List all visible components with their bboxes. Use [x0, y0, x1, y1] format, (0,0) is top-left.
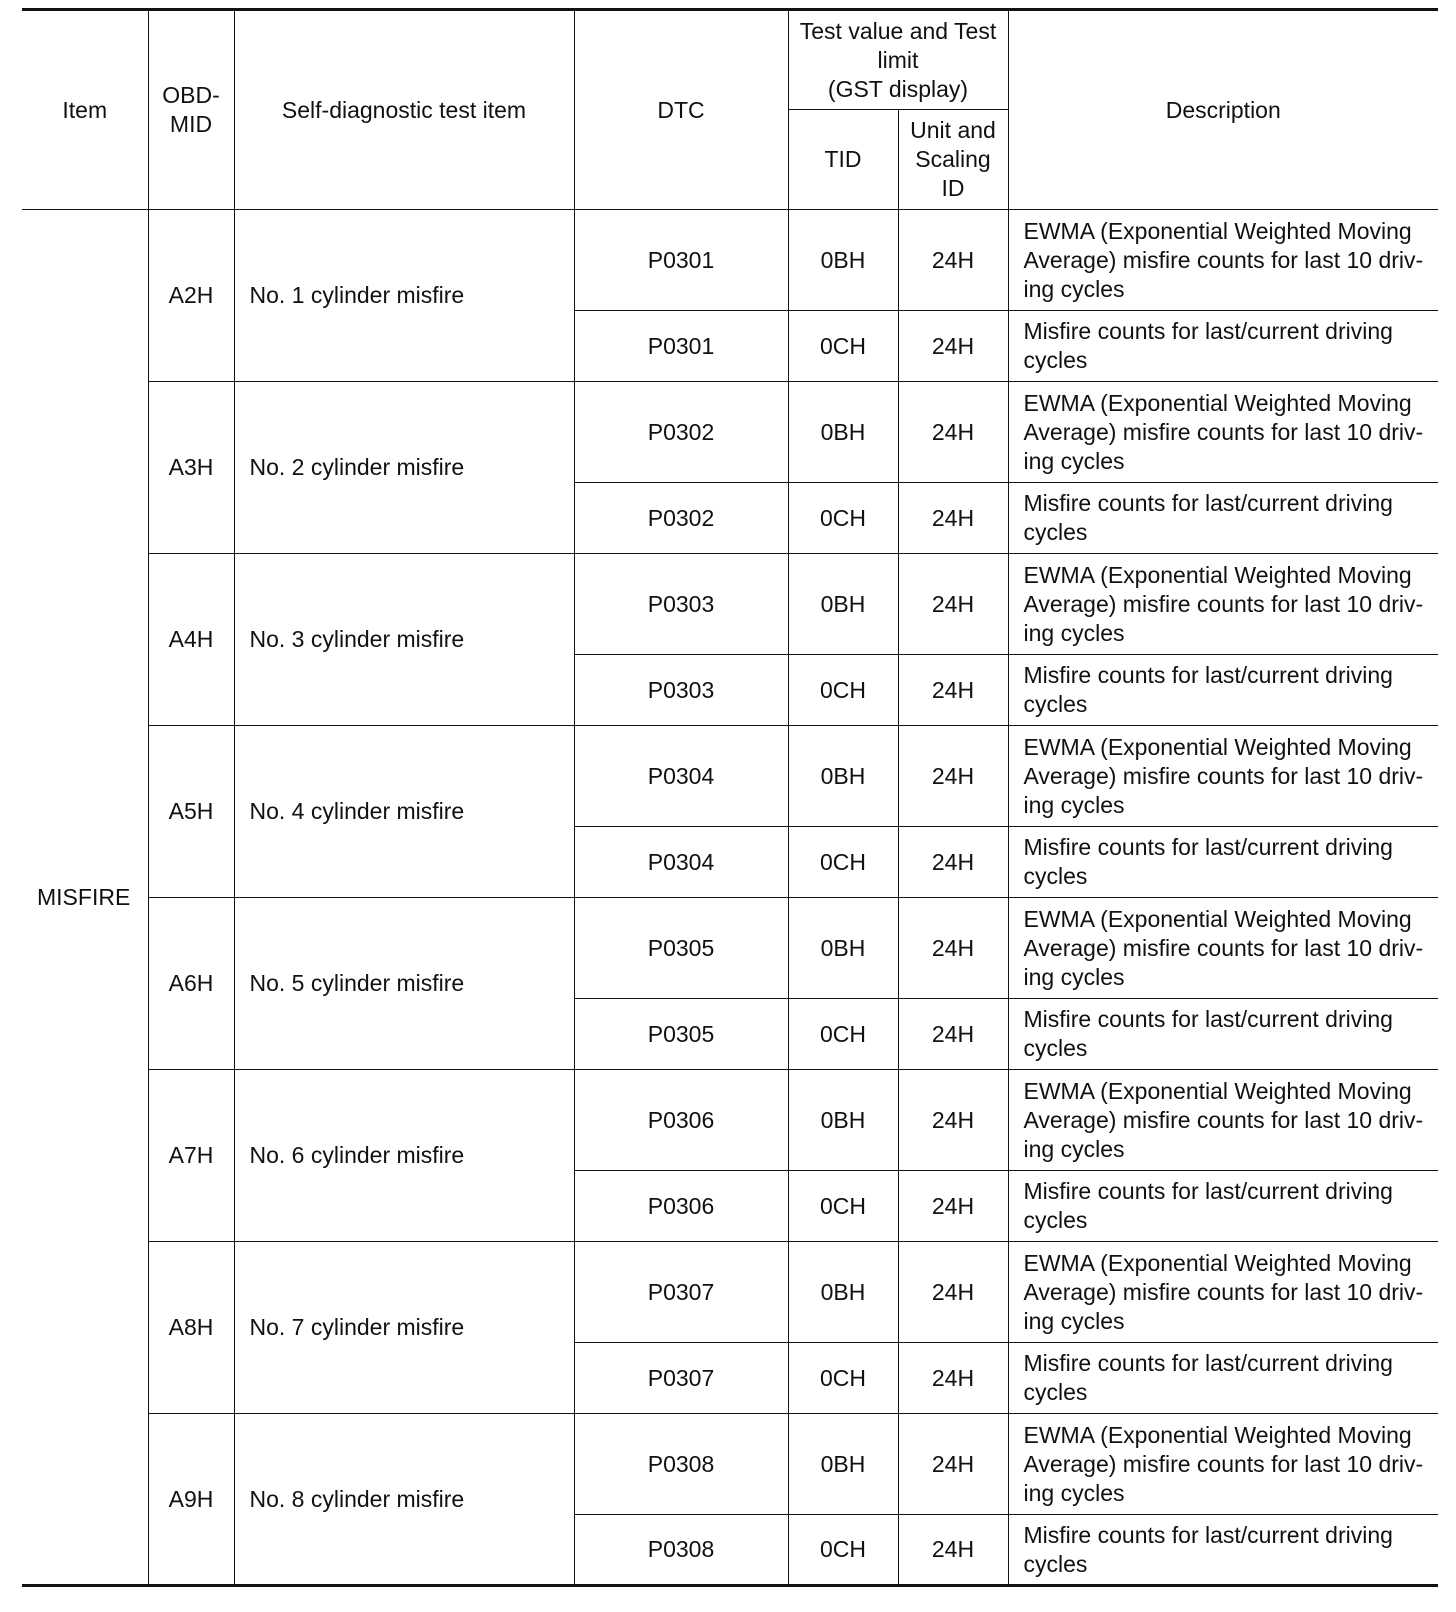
unit-scaling-cell: 24H: [898, 1171, 1008, 1242]
tid-cell: 0BH: [788, 1414, 898, 1515]
header-test-value: Test value and Test limit (GST display): [788, 10, 1008, 110]
obd-mid-cell: A9H: [148, 1414, 234, 1586]
dtc-cell: P0301: [574, 311, 788, 382]
header-tid: TID: [788, 110, 898, 210]
dtc-cell: P0308: [574, 1515, 788, 1586]
table-row: [22, 898, 1438, 999]
unit-scaling-cell: 24H: [898, 311, 1008, 382]
obd-mid-cell: A2H: [148, 210, 234, 382]
unit-scaling-cell: 24H: [898, 726, 1008, 827]
table-row: [22, 1070, 1438, 1171]
dtc-cell: P0307: [574, 1242, 788, 1343]
item-cell: MISFIRE: [22, 210, 148, 1586]
tid-cell: 0CH: [788, 999, 898, 1070]
unit-scaling-cell: 24H: [898, 210, 1008, 311]
dtc-cell: P0302: [574, 483, 788, 554]
tid-cell: 0BH: [788, 554, 898, 655]
table-row: [22, 1414, 1438, 1515]
description-cell: Misfire counts for last/current driving cycles: [1008, 1171, 1438, 1242]
dtc-cell: P0304: [574, 827, 788, 898]
header-self-diagnostic-test-item: Self-diagnostic test item: [234, 10, 574, 210]
tid-cell: 0CH: [788, 311, 898, 382]
test-item-cell: No. 1 cylinder misfire: [234, 210, 574, 382]
unit-scaling-cell: 24H: [898, 999, 1008, 1070]
unit-scaling-cell: 24H: [898, 1070, 1008, 1171]
unit-scaling-cell: 24H: [898, 655, 1008, 726]
dtc-cell: P0304: [574, 726, 788, 827]
dtc-cell: P0303: [574, 554, 788, 655]
tid-cell: 0CH: [788, 483, 898, 554]
unit-scaling-cell: 24H: [898, 1515, 1008, 1586]
description-cell: Misfire counts for last/current driving cycles: [1008, 311, 1438, 382]
tid-cell: 0BH: [788, 210, 898, 311]
description-cell: Misfire counts for last/current driving cycles: [1008, 1515, 1438, 1586]
header-description: Description: [1008, 10, 1438, 210]
obd-mid-cell: A7H: [148, 1070, 234, 1242]
unit-scaling-cell: 24H: [898, 382, 1008, 483]
unit-scaling-cell: 24H: [898, 483, 1008, 554]
header-item: Item: [22, 10, 148, 210]
tid-cell: 0BH: [788, 382, 898, 483]
header-obd-mid: OBD- MID: [148, 10, 234, 210]
test-item-cell: No. 8 cylinder misfire: [234, 1414, 574, 1586]
obd-mid-cell: A8H: [148, 1242, 234, 1414]
table-row: [22, 382, 1438, 483]
description-cell: EWMA (Exponential Weighted Moving Average) misfire counts for last 10 driv-ing cycles: [1008, 210, 1438, 311]
dtc-cell: P0305: [574, 999, 788, 1070]
unit-scaling-cell: 24H: [898, 1414, 1008, 1515]
description-cell: Misfire counts for last/current driving cycles: [1008, 999, 1438, 1070]
description-cell: Misfire counts for last/current driving cycles: [1008, 1343, 1438, 1414]
tid-cell: 0BH: [788, 726, 898, 827]
tid-cell: 0BH: [788, 898, 898, 999]
tid-cell: 0CH: [788, 1515, 898, 1586]
test-item-cell: No. 3 cylinder misfire: [234, 554, 574, 726]
tid-cell: 0CH: [788, 827, 898, 898]
tid-cell: 0CH: [788, 1343, 898, 1414]
test-item-cell: No. 2 cylinder misfire: [234, 382, 574, 554]
unit-scaling-cell: 24H: [898, 1242, 1008, 1343]
table-row: [22, 554, 1438, 655]
dtc-cell: P0303: [574, 655, 788, 726]
description-cell: EWMA (Exponential Weighted Moving Average) misfire counts for last 10 driv-ing cycles: [1008, 382, 1438, 483]
unit-scaling-cell: 24H: [898, 898, 1008, 999]
table-row: [22, 210, 1438, 311]
table-body: [22, 210, 1438, 1586]
table-row: [22, 1242, 1438, 1343]
dtc-cell: P0306: [574, 1070, 788, 1171]
tid-cell: 0BH: [788, 1070, 898, 1171]
misfire-dtc-table: [22, 8, 1438, 1587]
unit-scaling-cell: 24H: [898, 827, 1008, 898]
tid-cell: 0BH: [788, 1242, 898, 1343]
tid-cell: 0CH: [788, 1171, 898, 1242]
description-cell: EWMA (Exponential Weighted Moving Average) misfire counts for last 10 driv-ing cycles: [1008, 1242, 1438, 1343]
description-cell: Misfire counts for last/current driving cycles: [1008, 827, 1438, 898]
description-cell: Misfire counts for last/current driving cycles: [1008, 655, 1438, 726]
header-unit-scaling-id: Unit and Scaling ID: [898, 110, 1008, 210]
test-item-cell: No. 7 cylinder misfire: [234, 1242, 574, 1414]
table-header: [22, 10, 1438, 210]
test-item-cell: No. 5 cylinder misfire: [234, 898, 574, 1070]
description-cell: EWMA (Exponential Weighted Moving Average) misfire counts for last 10 driv-ing cycles: [1008, 898, 1438, 999]
tid-cell: 0CH: [788, 655, 898, 726]
header-dtc: DTC: [574, 10, 788, 210]
test-item-cell: No. 6 cylinder misfire: [234, 1070, 574, 1242]
description-cell: EWMA (Exponential Weighted Moving Average) misfire counts for last 10 driv-ing cycles: [1008, 554, 1438, 655]
unit-scaling-cell: 24H: [898, 1343, 1008, 1414]
table-row: [22, 726, 1438, 827]
obd-mid-cell: A3H: [148, 382, 234, 554]
test-item-cell: No. 4 cylinder misfire: [234, 726, 574, 898]
dtc-cell: P0305: [574, 898, 788, 999]
dtc-cell: P0302: [574, 382, 788, 483]
unit-scaling-cell: 24H: [898, 554, 1008, 655]
description-cell: EWMA (Exponential Weighted Moving Average) misfire counts for last 10 driv-ing cycles: [1008, 1414, 1438, 1515]
obd-mid-cell: A6H: [148, 898, 234, 1070]
obd-mid-cell: A5H: [148, 726, 234, 898]
obd-mid-cell: A4H: [148, 554, 234, 726]
description-cell: Misfire counts for last/current driving cycles: [1008, 483, 1438, 554]
description-cell: EWMA (Exponential Weighted Moving Average) misfire counts for last 10 driv-ing cycles: [1008, 1070, 1438, 1171]
dtc-cell: P0306: [574, 1171, 788, 1242]
dtc-cell: P0301: [574, 210, 788, 311]
dtc-cell: P0307: [574, 1343, 788, 1414]
description-cell: EWMA (Exponential Weighted Moving Average) misfire counts for last 10 driv-ing cycles: [1008, 726, 1438, 827]
dtc-cell: P0308: [574, 1414, 788, 1515]
